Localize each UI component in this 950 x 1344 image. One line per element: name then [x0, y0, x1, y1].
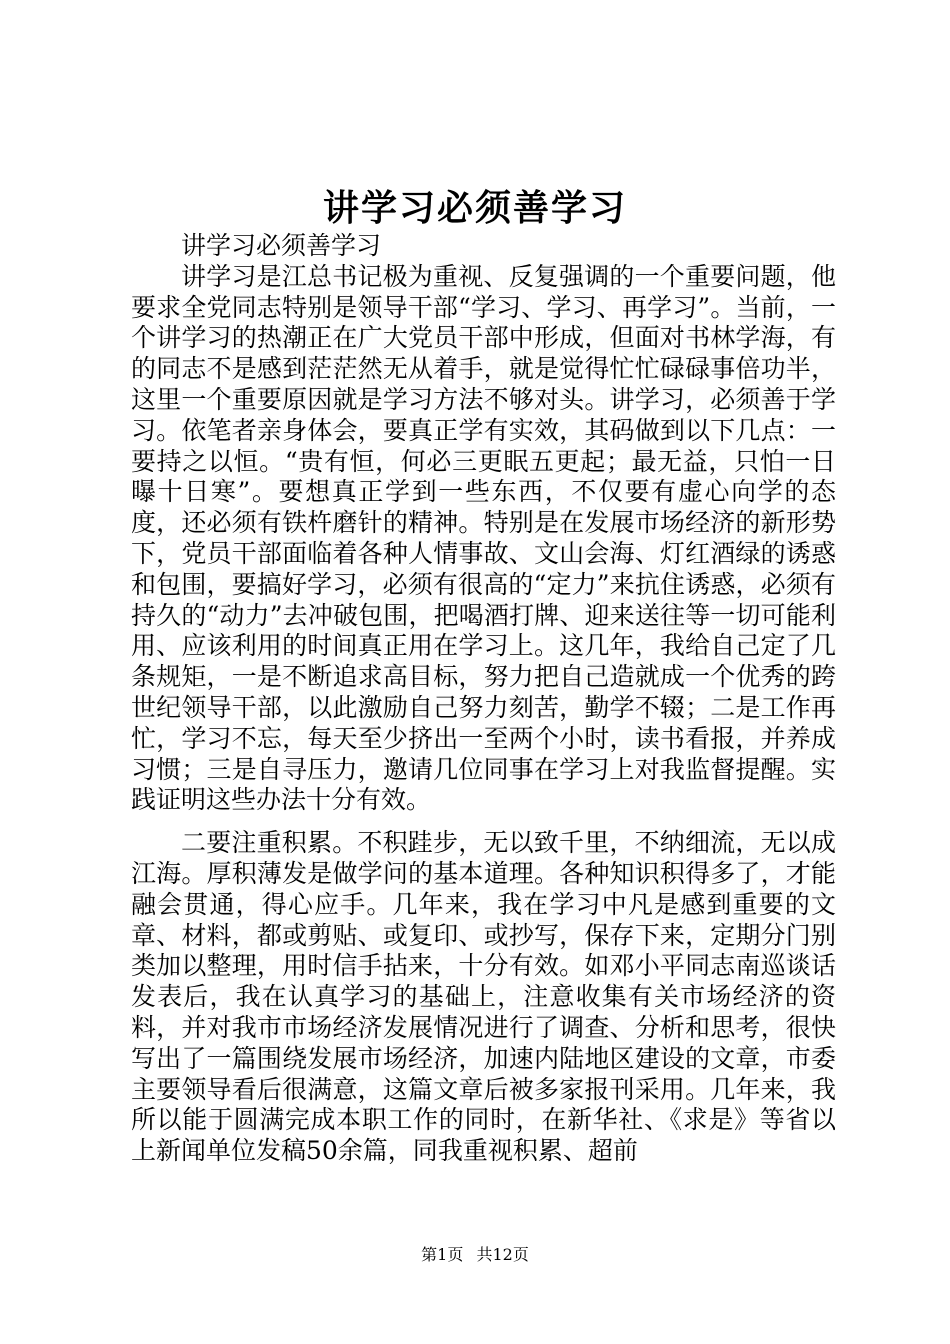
page-footer [0, 1243, 950, 1267]
paragraph-2: 二要注重积累。不积跬步，无以致千里，不纳细流，无以成江海。厚积薄发是做学问的基本道理。各种知识积得多了，才能融会贯通，得心应手。几年来，我在学习中凡是感到重要的文章、材料，都或剪贴、或复印、或抄写，保存下来，定期分门别类加以整理，用时信手拈来，十分有效。如邓小平同志南巡谈话发表后，我在认真学习的基础上，注意收集有关市场经济的资料，并对我市市场经济发展情况进行了调查、分析和思考，很快写出了一篇围绕发展市场经济，加速内陆地区建设的文章，市委主要领导看后很满意，这篇文章后被多家报刊采用。几年来，我所以能于圆满完成本职工作的同时，在新华社、《求是》等省以上新闻单位发稿50余篇，同我重视积累、超前 [131, 828, 836, 1166]
document-title: 讲学习必须善学习 [322, 187, 627, 229]
document-body [131, 231, 836, 1167]
paragraph-1: 讲学习是江总书记极为重视、反复强调的一个重要问题，他要求全党同志特别是领导干部“学习、学习、再学习”。当前，一个讲学习的热潮正在广大党员干部中形成，但面对书林学海，有的同志不是感到茫茫然无从着手，就是觉得忙忙碌碌事倍功半，这里一个重要原因就是学习方法不够对头。讲学习，必须善于学习。依笔者亲身体会，要真正学有实效，其码做到以下几点：一要持之以恒。“贵有恒，何必三更眠五更起；最无益，只怕一日曝十日寒”。要想真正学到一些东西，不仅要有虚心向学的态度，还必须有铁杵磨针的精神。特别是在发展市场经济的新形势下，党员干部面临着各种人情事故、文山会海、灯红酒绿的诱惑和包围，要搞好学习，必须有很高的“定力”来抗住诱惑，必须有持久的“动力”去冲破包围，把喝酒打牌、迎来送往等一切可能利用、应该利用的时间真正用在学习上。这几年，我给自己定了几条规矩，一是不断追求高目标，努力把自己造就成一个优秀的跨世纪领导干部，以此激励自己努力刻苦，勤学不辍；二是工作再忙，学习不忘，每天至少挤出一至两个小时，读书看报，并养成习惯；三是自寻压力，邀请几位同事在学习上对我监督提醒。实践证明这些办法十分有效。 [131, 261, 836, 815]
page-total: 共12页 [476, 1245, 529, 1264]
paragraph-heading-repeat: 讲学习必须善学习 [181, 231, 382, 260]
page-number: 第1页 [421, 1245, 464, 1264]
